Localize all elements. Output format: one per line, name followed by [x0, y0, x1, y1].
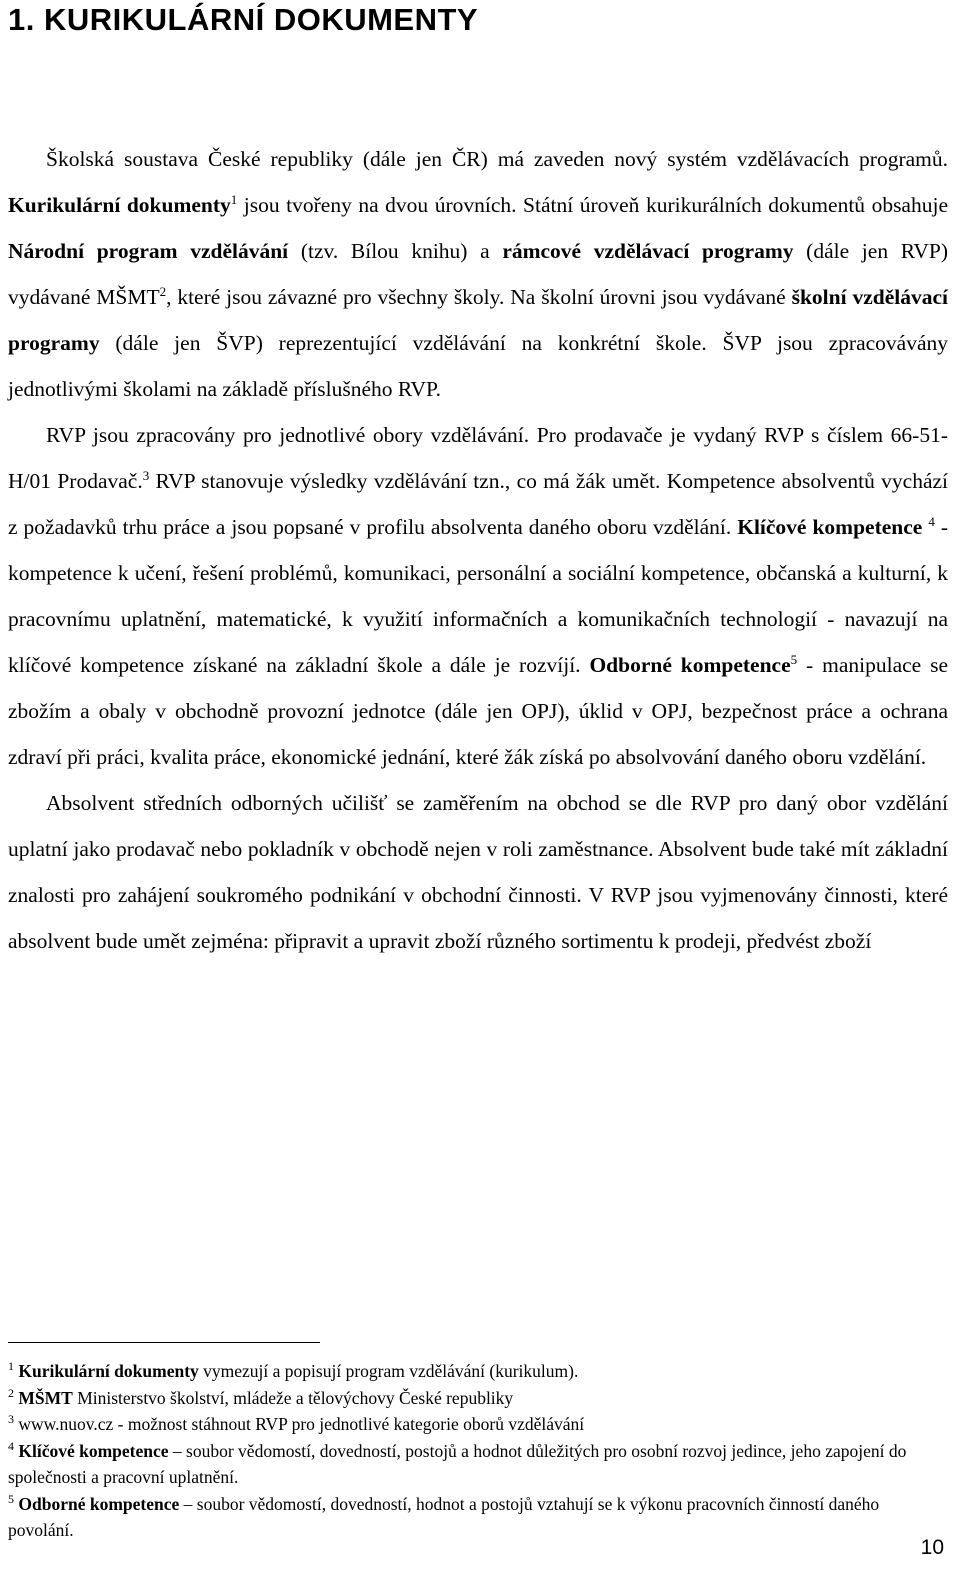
term-odborne-kompetence: Odborné kompetence	[589, 653, 791, 677]
paragraph-3: Absolvent středních odborných učilišť se zaměřením na obchod se dle RVP pro daný obor vzdělání uplatní jako prodavač nebo pokladník v obchodě nejen v roli zaměstnance. Absolvent bude také mít základní znalosti pro zahájení soukromého podnikání v obchodní činnosti. V RVP jsou vyjmenovány činnosti, které absolvent bude umět zejména: připravit a upravit zboží různého sortimentu k prodeji, předvést zboží	[8, 791, 948, 953]
footnote-text: – soubor vědomostí, dovedností, hodnot a postojů vztahují se k výkonu pracovních činností daného povolání.	[8, 1493, 880, 1540]
footnote-term: Kurikulární dokumenty	[18, 1361, 199, 1381]
page-number: 10	[920, 1536, 944, 1559]
text-run: , které jsou závazné pro všechny školy. Na školní úrovni jsou vydávané	[166, 285, 792, 309]
footnotes	[8, 1358, 948, 1544]
footnote-number: 1	[8, 1359, 14, 1374]
term-kurikularni-dokumenty: Kurikulární dokumenty	[8, 193, 231, 217]
text-run: (tzv. Bílou knihu) a	[288, 239, 503, 263]
footnote-ref-2: 2	[159, 283, 167, 299]
text-run: (dále jen ŠVP) reprezentující vzdělávání na konkrétní škole. ŠVP jsou zpracovávány jednotlivými školami na základě příslušného RVP.	[8, 331, 948, 401]
text-run: - kompetence k učení, řešení problémů, komunikaci, personální a sociální kompetence, občanská a kulturní, k pracovnímu uplatnění, matematické, k využití informačních a komunikačních technologií - navazují na klíčové kompetence získané na základní škole a dále je rozvíjí.	[8, 515, 948, 677]
footnote-number: 3	[8, 1412, 14, 1427]
footnote-2	[8, 1385, 948, 1412]
text-run: (dále jen RVP) vydávané MŠMT	[8, 239, 948, 309]
term-narodni-program: Národní program vzdělávání	[8, 239, 289, 263]
footnote-number: 5	[8, 1491, 14, 1506]
text-run: RVP stanovuje výsledky vzdělávání tzn., co má žák umět. Kompetence absolventů vychází z požadavků trhu práce a jsou popsané v profilu absolventa daného oboru vzdělání.	[8, 469, 949, 539]
footnote-term: Odborné kompetence	[18, 1493, 180, 1514]
footnote-term: MŠMT	[18, 1387, 73, 1408]
footnote-text: vymezují a popisují program vzdělávání (kurikulum).	[198, 1361, 579, 1381]
footnote-ref-5: 5	[790, 651, 798, 667]
text-run: jsou tvořeny na dvou úrovních. Státní úroveň kurikurálních dokumentů obsahuje	[237, 193, 948, 217]
text-run: - manipulace se zbožím a obaly v obchodně provozní jednotce (dále jen OPJ), úklid v OPJ, bezpečnost práce a ochrana zdraví při práci, kvalita práce, ekonomické jednání, které žák získá po absolvování daného oboru vzdělání.	[8, 653, 949, 769]
footnote-text: www.nuov.cz - možnost stáhnout RVP pro jednotlivé kategorie oborů vzdělávání	[14, 1414, 585, 1434]
footnote-1	[8, 1358, 948, 1385]
footnote-ref-1: 1	[230, 191, 238, 207]
footnote-separator	[8, 1342, 320, 1343]
text-run: RVP jsou zpracovány pro jednotlivé obory vzdělávání. Pro prodavače je vydaný RVP s číslem 66-51-H/01 Prodavač.	[8, 423, 948, 493]
footnote-5	[8, 1491, 948, 1544]
footnote-number: 2	[8, 1385, 14, 1400]
term-skolni-programy: školní vzdělávací programy	[8, 285, 948, 355]
footnote-term: Klíčové kompetence	[18, 1440, 169, 1461]
footnote-4	[8, 1438, 948, 1491]
footnote-ref-4: 4	[928, 513, 935, 529]
term-klicove-kompetence: Klíčové kompetence	[737, 515, 923, 539]
footnote-ref-3: 3	[142, 467, 150, 483]
body-text	[8, 136, 948, 964]
paragraph-1	[8, 136, 948, 412]
text-run: Školská soustava České republiky (dále jen ČR) má zaveden nový systém vzdělávacích programů.	[46, 147, 948, 171]
paragraph-2	[8, 412, 948, 780]
footnote-text: – soubor vědomostí, dovedností, postojů a hodnot důležitých pro osobní rozvoj jedince, jeho zapojení do společnosti a pracovní uplatnění.	[8, 1440, 907, 1487]
footnote-3	[8, 1411, 948, 1438]
footnote-text: Ministerstvo školství, mládeže a tělovýchovy České republiky	[72, 1387, 514, 1408]
term-ramcove-programy: rámcové vzdělávací programy	[502, 239, 794, 263]
footnote-number: 4	[8, 1438, 14, 1453]
chapter-title: 1. KURIKULÁRNÍ DOKUMENTY	[8, 2, 479, 37]
